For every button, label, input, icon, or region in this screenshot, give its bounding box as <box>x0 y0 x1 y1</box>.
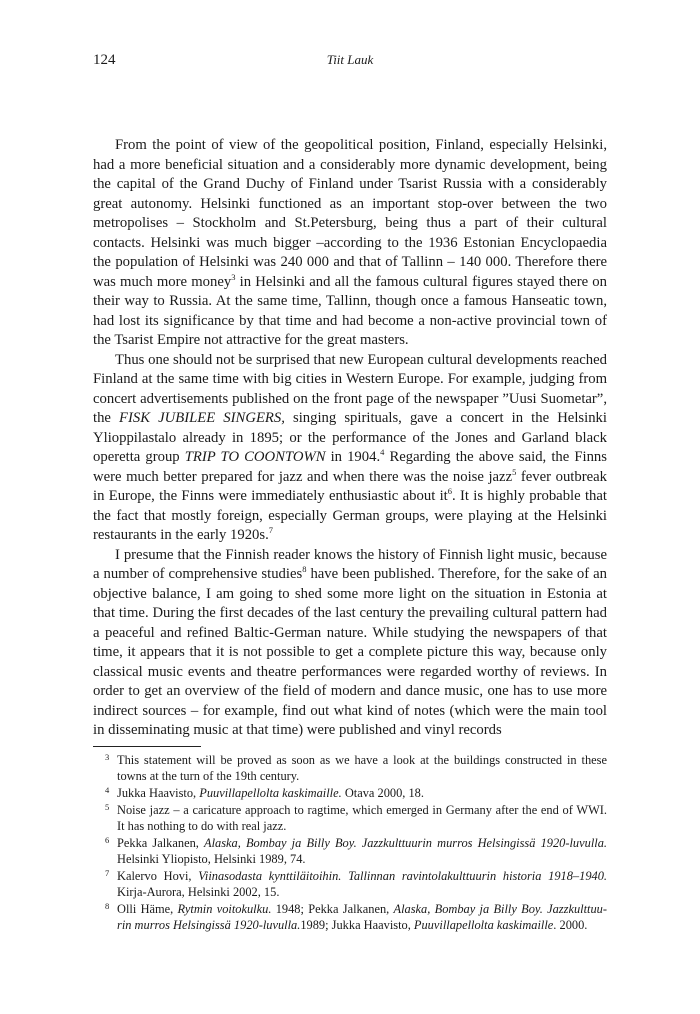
footnote-ref-4[interactable]: 4 <box>380 447 385 457</box>
paragraph-3: I presume that the Finnish reader knows the history of Finnish light music, because a number of comprehensive studies$^8$ have been published. Therefore, for the sake of an objective balance, I am going to shed some more light on the situation in Estonia at that time. During the first decades of the last century the prevailing cultural pattern had a peaceful and refined Baltic-German nature. While studying the newspapers of that time, it appears that it is not possible to get a complete picture this way, because only classical music events and theatre performances were regarded worthy of reviews. In order to get an overview of the field of modern and dance music, one has to use more indirect sources – for example, find out what kind of notes (which were the main tool in disseminating music at that time) were published and vinyl records <box>93 546 607 738</box>
footnote-7: 7 Kalervo Hovi, Viinasodasta kynttiläitoihin. Tallinnan ravintolakulttuurin historia 1918–1940. Kirja-Aurora, Helsinki 2002, 15. <box>105 868 608 899</box>
running-head: Tiit Lauk <box>326 52 374 67</box>
footnote-4: 4 Jukka Haavisto, Puuvillapellolta kaskimaille. Otava 2000, 18. <box>105 785 424 800</box>
paragraph-2: Thus one should not be surprised that new European cultural developments reached Finland at the same time with big cities in Western Europe. For example, judging from concert advertisements published on the front page of the newspaper ”Uusi Suometar”, the FISK JUBILEE SINGERS, singing spirituals, gave a concert in the Helsinki Ylioppilastalo already in 1895; or the performance of the Jones and Garland black operetta group TRIP TO COONTOWN in 1904.$^4$ Regarding the above said, the Finns were much better prepared for jazz and when there was the noise jazz$^5$ fever outbreak in Europe, the Finns were immediately enthusiastic about $it^6$. It is highly probable that the fact that mostly foreign, especially German groups, were playing at the Helsinki restaurants in the early 1920s.$^7$ <box>93 351 607 543</box>
footnote-5: 5 Noise jazz – a caricature approach to ragtime, which emerged in Germany after the end of WWI. It has nothing to do with real jazz. <box>105 802 607 833</box>
page-header <box>93 52 607 74</box>
footnote-6: 6 Pekka Jalkanen, Alaska, Bombay ja Billy Boy. Jazzkulttuurin murros Helsingissä 1920-luvulla. Helsinki Yliopisto, Helsinki 1989, 74. <box>105 835 607 866</box>
footnote-ref-8[interactable]: 8 <box>302 564 307 574</box>
footnote-ref-7[interactable]: 7 <box>268 525 274 535</box>
footnote-separator <box>93 746 201 747</box>
footnotes <box>93 752 607 934</box>
footnote-ref-5[interactable]: 5 <box>512 466 517 477</box>
footnote-3: 3 This statement will be proved as soon as we have a look at the buildings constructed in these towns at the turn of the 19th century. <box>105 752 607 783</box>
footnote-8: 8 Olli Häme, Rytmin voitokulku. 1948; Pekka Jalkanen, Alaska, Bombay ja Billy Boy. Jazzkulttuu-rin murros Helsingissä 1920-luvulla.1989; Jukka Haavisto, Puuvillapellolta kaskimaille. 2000. <box>105 901 607 932</box>
page-number: 124 <box>93 52 116 68</box>
body-text <box>93 136 607 741</box>
italic-fisk-jubilee-singers: FISK JUBILEE SINGERS, <box>119 410 285 426</box>
footnote-ref-6[interactable]: 6 <box>447 486 452 496</box>
paragraph-1: From the point of view of the geopolitical position, Finland, especially Helsinki, had a more beneficial situation and a considerably more dynamic development, being the capital of the Grand Duchy of Finland under Tsarist Russia with a considerably great autonomy. Helsinki functioned as an important stop-over between the two metropolises – Stockholm and St.Petersburg, being thus a part of their cultural contacts. Helsinki was much bigger –according to the 1936 Estonian Encyclopaedia the population of Helsinki was 240 000 and that of Tallinn – 140 000. Therefore there was much more money$^3$ in Helsinki and all the famous cultural figures stayed there on their way to Russia. At the same time, Tallinn, though once a famous Hanseatic town, had lost its significance by that time and had become a non-active provincial town of the Tsarist Empire not attractive for the great masters. <box>93 137 607 348</box>
footnote-ref-3[interactable]: 3 <box>231 271 236 282</box>
italic-trip-to-coontown: TRIP TO COONTOWN <box>184 449 326 465</box>
